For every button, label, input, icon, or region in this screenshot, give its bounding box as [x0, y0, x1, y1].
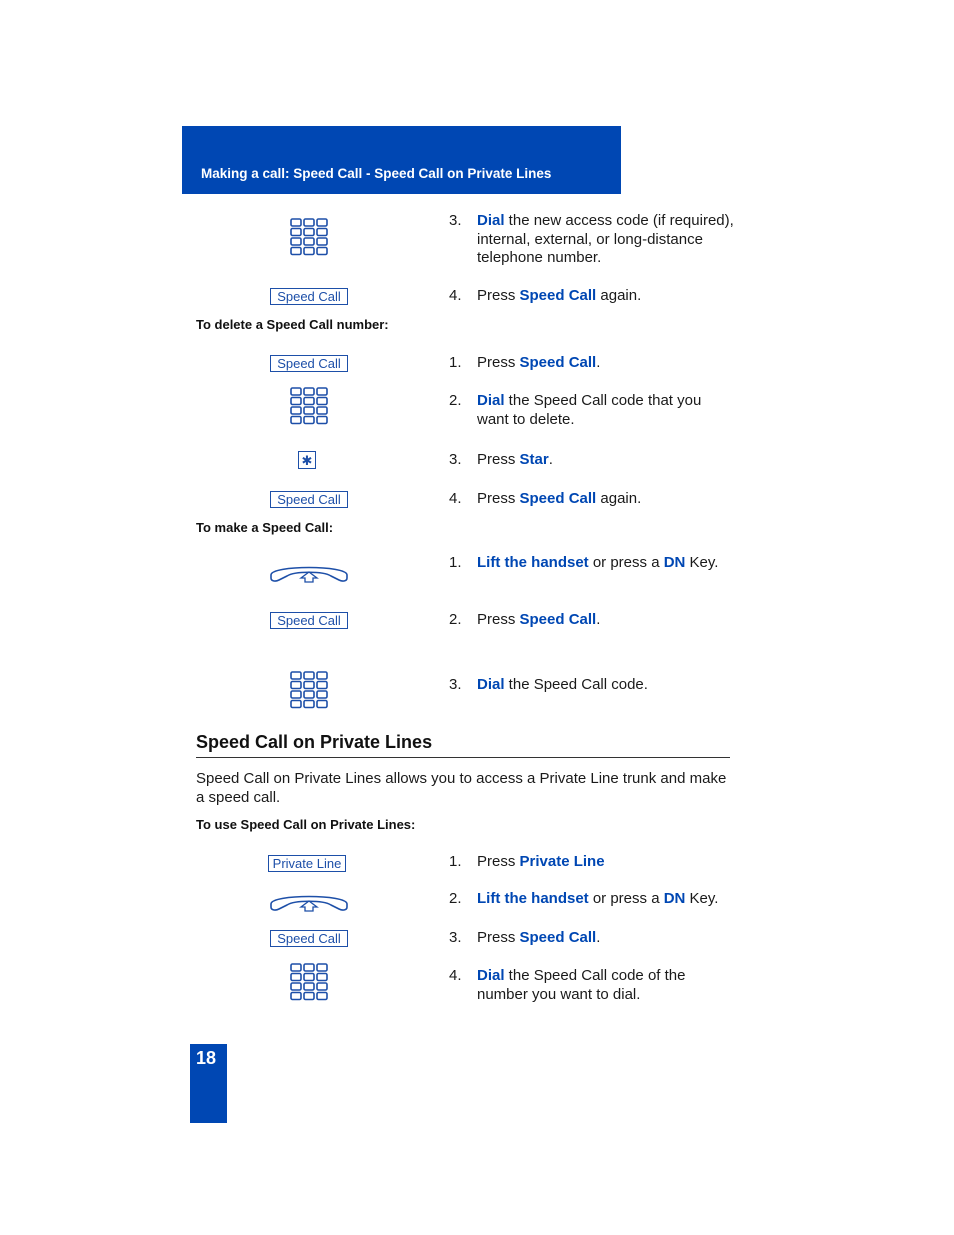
- step-number: 4.: [449, 287, 462, 304]
- step-text: [477, 890, 737, 909]
- keyword-speed-call: Speed Call: [519, 611, 597, 628]
- step-prefix: Press: [477, 354, 520, 371]
- step-text: [477, 392, 737, 429]
- step-text: [477, 354, 737, 373]
- section-divider: [196, 757, 730, 758]
- keyword-star: Star: [519, 451, 549, 468]
- step-number: 2.: [449, 392, 462, 409]
- subheading-delete: To delete a Speed Call number:: [196, 317, 389, 332]
- handset-icon[interactable]: [268, 890, 350, 919]
- keypad-icon: [290, 963, 328, 1006]
- step-number: 3.: [449, 676, 462, 693]
- keyword-speed-call: Speed Call: [519, 490, 597, 507]
- keyword-dial: Dial: [477, 212, 505, 229]
- keyword-lift-handset: Lift the handset: [477, 554, 589, 571]
- speed-call-key[interactable]: Speed Call: [270, 288, 348, 305]
- step-number: 2.: [449, 611, 462, 628]
- speed-call-key[interactable]: Speed Call: [270, 491, 348, 508]
- step-detail: or press a: [588, 554, 664, 571]
- keyword-dn: DN: [663, 554, 686, 571]
- step-number: 4.: [449, 967, 462, 984]
- keyword-dial: Dial: [477, 392, 505, 409]
- step-suffix: Key.: [685, 890, 719, 907]
- step-detail: the new access code (if required), internal, external, or long-distance telephone number.: [477, 212, 734, 266]
- speed-call-key[interactable]: Speed Call: [270, 930, 348, 947]
- step-number: 3.: [449, 212, 462, 229]
- step-number: 1.: [449, 554, 462, 571]
- keyword-speed-call: Speed Call: [519, 287, 597, 304]
- keyword-dn: DN: [663, 890, 686, 907]
- step-prefix: Press: [477, 287, 520, 304]
- keyword-dial: Dial: [477, 676, 505, 693]
- section-title: Speed Call on Private Lines: [196, 732, 433, 752]
- step-prefix: Press: [477, 490, 520, 507]
- step-suffix: .: [596, 611, 601, 628]
- private-line-key[interactable]: Private Line: [268, 855, 346, 872]
- keyword-speed-call: Speed Call: [519, 929, 597, 946]
- handset-icon[interactable]: [268, 561, 350, 590]
- step-detail: the Speed Call code of the number you want to dial.: [477, 967, 686, 1003]
- keyword-lift-handset: Lift the handset: [477, 890, 589, 907]
- step-text: [477, 967, 707, 1004]
- keypad-icon: [290, 387, 328, 430]
- step-text: [477, 676, 737, 695]
- star-key-icon[interactable]: ✱: [298, 451, 316, 469]
- step-number: 1.: [449, 853, 462, 870]
- keypad-icon: [290, 218, 328, 261]
- keypad-icon: [290, 671, 328, 714]
- section-intro: Speed Call on Private Lines allows you to access a Private Line trunk and make a speed call.: [196, 770, 727, 806]
- step-prefix: Press: [477, 929, 520, 946]
- header-bar: [182, 126, 621, 194]
- step-number: 1.: [449, 354, 462, 371]
- step-detail: the Speed Call code.: [504, 676, 648, 693]
- step-text: [477, 490, 737, 509]
- step-suffix: again.: [596, 490, 642, 507]
- step-number: 4.: [449, 490, 462, 507]
- speed-call-key[interactable]: Speed Call: [270, 612, 348, 629]
- step-text: [477, 287, 737, 306]
- keyword-dial: Dial: [477, 967, 505, 984]
- step-suffix: again.: [596, 287, 642, 304]
- page-number: 18: [196, 1048, 217, 1068]
- step-number: 3.: [449, 929, 462, 946]
- step-suffix: .: [596, 929, 601, 946]
- subheading-private: To use Speed Call on Private Lines:: [196, 817, 416, 832]
- step-suffix: Key.: [685, 554, 719, 571]
- step-text: [477, 554, 737, 573]
- keyword-private-line: Private Line: [519, 853, 605, 870]
- subheading-make: To make a Speed Call:: [196, 520, 334, 535]
- step-text: [477, 611, 737, 630]
- step-text: [477, 212, 737, 268]
- step-detail: the Speed Call code that you want to delete.: [477, 392, 702, 428]
- step-text: [477, 451, 737, 470]
- step-suffix: .: [548, 451, 553, 468]
- step-prefix: Press: [477, 853, 520, 870]
- step-text: [477, 929, 737, 948]
- header-title: Making a call: Speed Call - Speed Call on Private Lines: [201, 166, 552, 181]
- step-detail: or press a: [588, 890, 664, 907]
- step-prefix: Press: [477, 451, 520, 468]
- step-prefix: Press: [477, 611, 520, 628]
- step-suffix: .: [596, 354, 601, 371]
- speed-call-key[interactable]: Speed Call: [270, 355, 348, 372]
- keyword-speed-call: Speed Call: [519, 354, 597, 371]
- step-number: 2.: [449, 890, 462, 907]
- step-text: [477, 853, 737, 872]
- step-number: 3.: [449, 451, 462, 468]
